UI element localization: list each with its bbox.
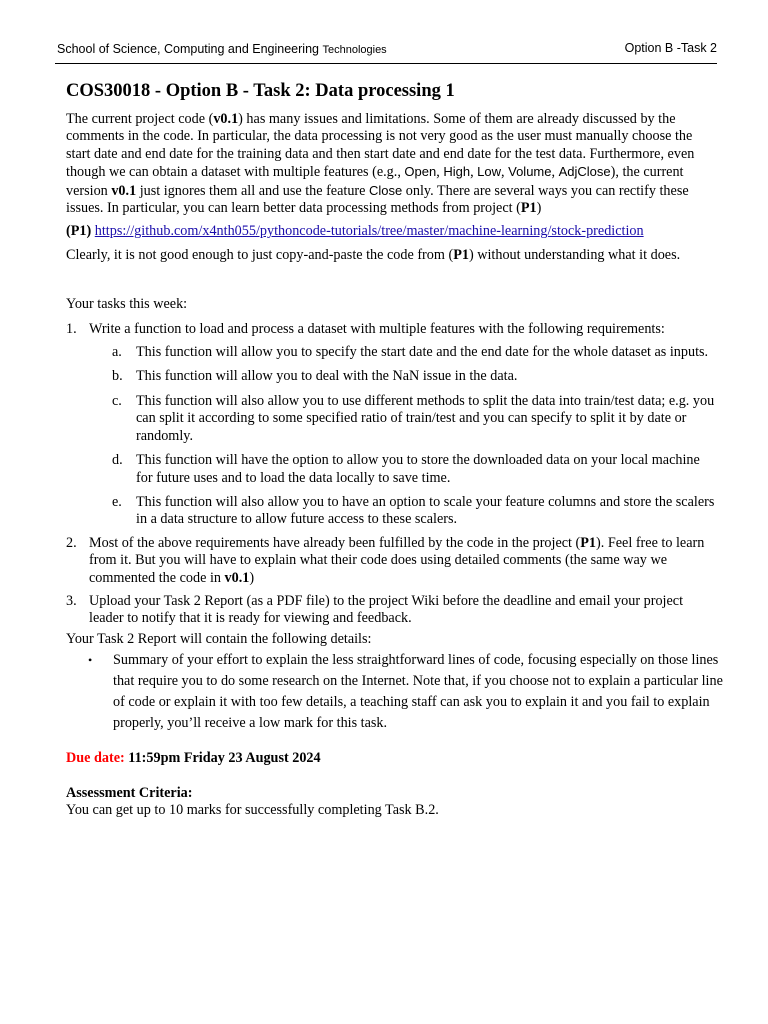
subtask-c: c. This function will also allow you to use different methods to split the data into train/test data; e.g. you can split it according to some specified ratio of train/test and you can specify to split it by date or randomly. xyxy=(112,392,715,444)
tasks-intro: Your tasks this week: xyxy=(66,296,188,313)
task-text: Write a function to load and process a dataset with multiple features with the following requirements: xyxy=(89,320,665,337)
task-item-3 xyxy=(66,593,716,628)
header-school xyxy=(57,42,387,56)
bullet-dot: • xyxy=(88,653,93,668)
criteria-heading: Assessment Criteria: xyxy=(66,784,193,801)
subtask-b: b. This function will allow you to deal with the NaN issue in the data. xyxy=(112,368,518,385)
reference-label: (P1) xyxy=(66,223,92,240)
header-task-label: Option B -Task 2 xyxy=(624,41,717,55)
subtask-e: e. This function will also allow you to have an option to scale your feature columns and store the scalers in a data structure to allow future access to these scalers. xyxy=(112,493,715,528)
due-date xyxy=(66,750,716,767)
criteria-text: You can get up to 10 marks for successfully completing Task B.2. xyxy=(66,801,439,818)
task-text: Upload your Task 2 Report (as a PDF file) to the project Wiki before the deadline and email your project leader to notify that it is ready for viewing and feedback. xyxy=(89,592,684,627)
report-bullet xyxy=(66,650,724,734)
document-body xyxy=(66,80,723,819)
header-rule xyxy=(55,63,717,64)
header-school-main: School of Science, Computing and Engineering xyxy=(57,42,319,56)
due-date-value: 11:59pm Friday 23 August 2024 xyxy=(124,750,321,767)
task-item-1 xyxy=(66,321,716,529)
report-intro: Your Task 2 Report will contain the following details: xyxy=(66,630,372,647)
reference-link[interactable]: https://github.com/x4nth055/pythoncode-tutorials/tree/master/machine-learning/stock-prediction xyxy=(94,223,644,240)
page-title: COS30018 - Option B - Task 2: Data processing 1 xyxy=(66,81,455,101)
due-date-label: Due date: xyxy=(66,750,125,767)
subtask-d: d. This function will have the option to allow you to store the downloaded data on your local machine for future uses and to load the data locally to save time. xyxy=(112,452,700,486)
page-header xyxy=(57,40,717,60)
reference-paragraph xyxy=(66,223,716,240)
task-number: 1. xyxy=(66,320,77,337)
bullet-text: Summary of your effort to explain the less straightforward lines of code, focusing especially on those lines that require you to do some research on the Internet. Note that, if you choose not to explain a particular line of code or explain it with too few details, a teaching staff can ask you to explain it and you fail to explain properly, you’ll receive a low mark for this task. xyxy=(113,652,723,732)
subtask-a: a. This function will allow you to specify the start date and the end date for the whole dataset as inputs. xyxy=(112,344,709,361)
task-item-2: 2. Most of the above requirements have already been fulfilled by the code in the project (P1). Feel free to learn from it. But you will have to explain what their code does using detailed comments (the same way we commented the code in v0.1) xyxy=(66,534,705,586)
clearly-paragraph: Clearly, it is not good enough to just copy-and-paste the code from (P1) without understanding what it does. xyxy=(66,246,681,263)
task-1-sublist xyxy=(89,344,716,529)
intro-paragraph: The current project code (v0.1) has many issues and limitations. Some of them are already discussed by the comments in the code. In particular, the data processing is not very good as the user must manually choose the start date and end date for the training data and then start date and end date for the test data. Furthermore, even though we can obtain a dataset with multiple features (e.g., Open, High, Low, Volume, AdjClose), the current version v0.1 just ignores them all and use the feature Close only. There are several ways you can rectify these issues. In particular, you can learn better data processing methods from project (P1) xyxy=(66,111,695,217)
task-number: 2. xyxy=(66,534,77,551)
task-number: 3. xyxy=(66,592,77,609)
header-school-small: Technologies xyxy=(322,44,387,56)
task-list xyxy=(66,321,716,628)
